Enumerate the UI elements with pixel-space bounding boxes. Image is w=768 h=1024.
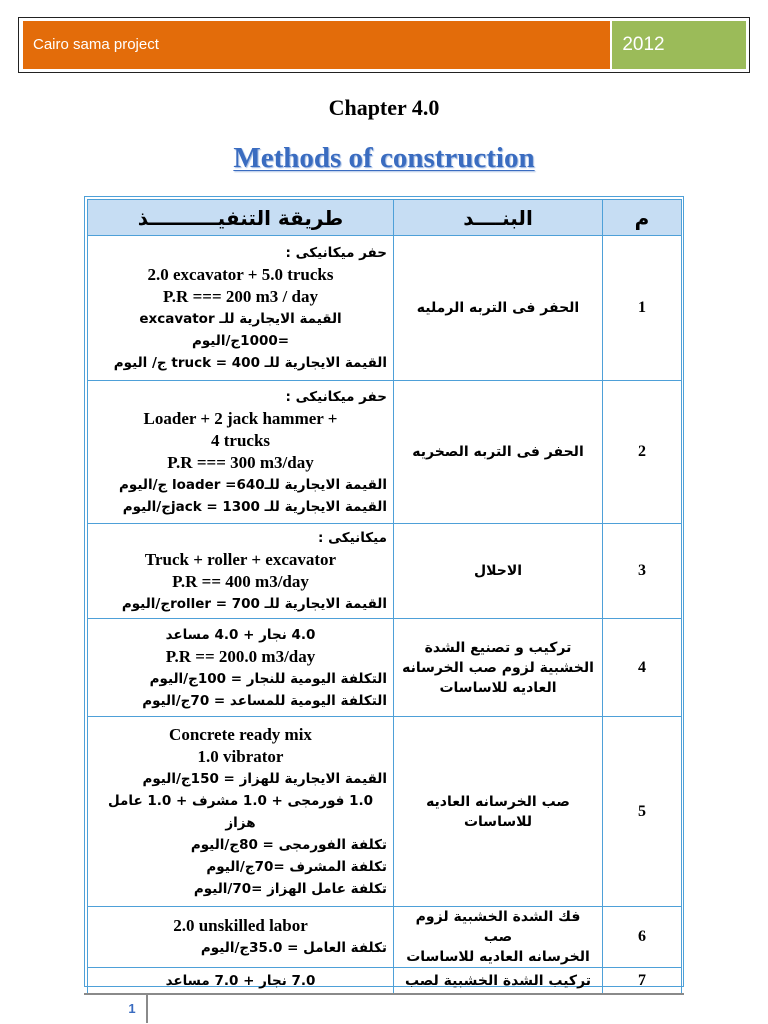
method-line: Truck + roller + excavator — [144, 550, 337, 569]
method-line: P.R === 200 m3 / day — [162, 287, 318, 306]
row-number: 6 — [603, 907, 682, 968]
methods-table — [87, 199, 682, 995]
method-line: Loader + 2 jack hammer + — [143, 409, 338, 428]
table-row — [88, 524, 682, 619]
method-line: 1.0 فورمجى + 1.0 مشرف + 1.0 عامل — [108, 792, 373, 809]
row-number: 5 — [603, 717, 682, 907]
method-line: ميكانيكى : — [318, 530, 387, 546]
table-row — [88, 381, 682, 524]
method-line: 7.0 نجار + 7.0 مساعد — [165, 973, 316, 989]
method-line: القيمة الايجارية للـ roller = 700ج/اليوم — [121, 596, 387, 612]
method-line: حفر ميكانيكى : — [285, 389, 387, 405]
table-row — [88, 236, 682, 381]
method-cell — [88, 619, 394, 717]
method-line: 1.0 vibrator — [197, 746, 284, 766]
item-cell — [394, 907, 603, 968]
item-line: صب الخرسانه العاديه — [426, 793, 570, 810]
table-row — [88, 907, 682, 968]
row-number: 2 — [603, 381, 682, 524]
page-header — [23, 21, 746, 69]
table-header-row — [88, 200, 682, 236]
method-cell — [88, 907, 394, 968]
item-cell — [394, 524, 603, 619]
item-line: تركيب و تصنيع الشدة — [424, 639, 572, 656]
table-row — [88, 717, 682, 907]
method-line: =1000ج/اليوم — [191, 333, 290, 349]
method-line: تكلفة عامل الهزاز =70/اليوم — [193, 880, 387, 897]
header-method: طريقة التنفيــــــــــذ — [88, 200, 394, 236]
item-line: تركيب الشدة الخشبية لصب — [404, 973, 592, 989]
table-row — [88, 619, 682, 717]
item-line: الاحلال — [473, 563, 523, 579]
method-line: التكلفة اليومية للمساعد = 70ج/اليوم — [142, 692, 387, 709]
method-line: التكلفة اليومية للنجار = 100ج/اليوم — [149, 670, 387, 687]
method-line: P.R === 300 m3/day — [167, 453, 314, 472]
item-cell — [394, 381, 603, 524]
page-number: 1 — [128, 1001, 136, 1016]
method-line: 2.0 excavator + 5.0 trucks — [147, 265, 334, 284]
row-number: 4 — [603, 619, 682, 717]
table-row — [88, 968, 682, 995]
item-line: فك الشدة الخشبية لزوم صب — [415, 909, 581, 945]
method-line: القيمة الايجارية للـ jack = 1300ج/اليوم — [122, 499, 387, 515]
item-line: للاساسات — [463, 813, 532, 830]
method-line: P.R == 200.0 m3/day — [165, 646, 316, 666]
footer-separator — [146, 993, 148, 1023]
method-line: تكلفة المشرف =70ج/اليوم — [206, 858, 387, 875]
header-year: 2012 — [612, 21, 746, 69]
method-line: 4.0 نجار + 4.0 مساعد — [165, 626, 316, 643]
item-cell — [394, 717, 603, 907]
footer-divider — [84, 993, 684, 995]
document-title: Methods of construction — [233, 142, 535, 174]
method-line: P.R == 400 m3/day — [172, 572, 309, 591]
project-title: Cairo sama project — [23, 21, 610, 69]
item-cell — [394, 236, 603, 381]
method-line: تكلفة العامل = 35.0ج/اليوم — [200, 940, 387, 956]
method-line: Concrete ready mix — [169, 724, 312, 744]
item-cell — [394, 968, 603, 995]
method-cell — [88, 717, 394, 907]
method-line: القيمة الايجارية للـ excavator — [139, 311, 342, 327]
header-num: م — [603, 200, 682, 236]
method-cell — [88, 524, 394, 619]
method-cell — [88, 968, 394, 995]
item-line: الخشبية لزوم صب الخرسانه — [402, 659, 594, 676]
method-line: تكلفة الفورمجى = 80ج/اليوم — [190, 836, 387, 853]
method-line: القيمة الايجارية للـloader =640 ج/اليوم — [119, 477, 387, 493]
item-line: الخرسانه العاديه للاساسات — [406, 949, 590, 965]
method-line: 4 trucks — [210, 431, 271, 450]
method-line: القيمة الايجارية للـ truck = 400 ج/ اليوم — [113, 355, 387, 371]
method-line: حفر ميكانيكى : — [285, 245, 387, 261]
chapter-heading: Chapter 4.0 — [328, 95, 440, 120]
row-number: 7 — [603, 968, 682, 995]
row-number: 3 — [603, 524, 682, 619]
method-line: هزاز — [225, 814, 256, 831]
item-cell — [394, 619, 603, 717]
method-line: القيمة الايجارية للهزاز = 150ج/اليوم — [142, 770, 387, 787]
item-line: العاديه للاساسات — [439, 679, 557, 696]
item-line: الحفر فى التربه الرمليه — [416, 300, 580, 316]
method-line: 2.0 unskilled labor — [173, 916, 308, 935]
method-cell — [88, 381, 394, 524]
method-cell — [88, 236, 394, 381]
item-line: الحفر فى التربه الصخريه — [412, 444, 584, 460]
row-number: 1 — [603, 236, 682, 381]
table-body — [88, 236, 682, 995]
header-item: البنــــد — [394, 200, 603, 236]
